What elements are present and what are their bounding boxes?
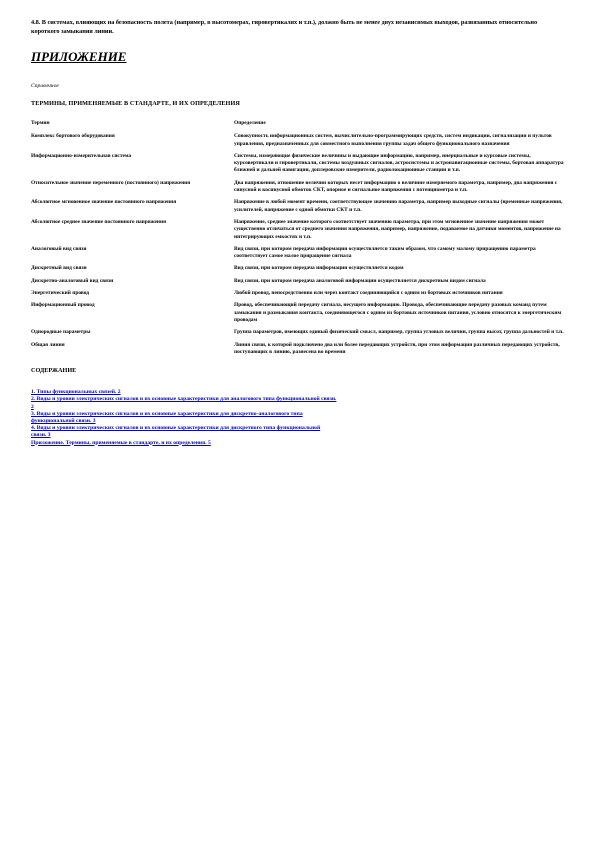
term-cell: Дискретно-аналоговый вид связи [31,277,114,284]
column-header-definition: Определение [234,120,266,126]
table-row [31,180,565,200]
toc-link[interactable]: Приложение. Термины, применяемые в стандарте, и их определения. 5 [31,439,211,446]
toc-link[interactable]: 1. Типы функциональных связей. 2 [31,389,121,396]
table-row [31,153,565,180]
term-cell: Аналоговый вид связи [31,245,87,252]
table-row [31,246,565,266]
term-cell: Однородные параметры [31,329,91,336]
toc-link[interactable]: 4. Виды и уровни электрических сигналов и их основные характеристики для дискретного типа функциональной [31,425,321,432]
appendix-note: Справочное [31,83,59,89]
table-of-contents [31,389,511,447]
table-header-row [31,120,565,133]
section-title: ТЕРМИНЫ, ПРИМЕНЯЕМЫЕ В СТАНДАРТЕ, И ИХ ОПРЕДЕЛЕНИЯ [31,100,240,107]
term-cell: Информационный провод [31,302,95,309]
definition-cell: Совокупность информационных систем, вычислительно-программирующих средств, систем индикации, сигнализации и пультов управления, предназначенных для совместного выполнения группы задач общего функционального назначения [234,133,552,147]
term-cell: Энергетический провод [31,290,90,297]
column-header-term: Термин [31,120,50,126]
document-page [31,18,565,447]
term-cell: Общая линия [31,341,65,348]
table-row [31,302,565,329]
table-row [31,199,565,219]
term-cell: Комплекс бортового оборудования [31,133,115,140]
table-row [31,278,565,290]
term-cell: Абсолютное мгновенное значение постоянного напряжения [31,199,177,206]
table-row [31,265,565,277]
toc-link[interactable]: функциональной связи. 3 [31,417,96,424]
definition-cell: Группа параметров, имеющих единый физический смысл, например, группа угловых величин, группа высот, группа дальностей и т.п. [234,329,564,336]
definition-cell: Напряжение, среднее значение которого соответствует значению параметра, при этом мгновенное значение напряжения может существенно отличаться от среднего значения напряжения, например, напряжение, подаваемое на датчики моментов, напряжение на интегрирующих емкостях и т.п. [234,218,561,240]
toc-link[interactable]: 2 [31,403,34,410]
definition-cell: Вид связи, при котором передача информации осуществляется таким образом, что самому малому приращению параметра соответствует самое малое приращение сигнала [234,245,536,260]
table-row [31,290,565,302]
toc-link[interactable]: связи. 3 [31,432,51,439]
definition-cell: Линия связи, к которой подключено два или более передающих устройств, при этом информация различных передающих устройств, поступающих в линию, разнесена во времени [234,341,560,355]
table-row [31,133,565,153]
table-row [31,329,565,341]
table-row [31,219,565,246]
term-cell: Относительное значение переменного (постоянного) напряжения [31,179,191,186]
definition-cell: Системы, измеряющие физические величины и выдающие информацию, например, инерциальные и курсовые системы, курсовертикали и гировертикали, системы воздушных сигналов, астросистемы и астронавигационные системы, бортовая аппаратура ближней и дальней навигации, доплеровские измерители, радиолокационные станции и т.п. [234,152,564,174]
toc-link[interactable]: 3. Виды и уровни электрических сигналов и их основные характеристики для дискретно-аналогового типа [31,410,303,417]
definition-cell: Вид связи, при котором передача аналоговой информации осуществляется дискретным видом сигнала [234,277,486,284]
definition-cell: Провод, обеспечивающий передачу сигнала, несущего информацию. Провода, обеспечивающие передачу разовых команд путем замыкания и размыкания контакта, соединяющегося с одним из бортовых источников питания, условно относятся к энергетическим проводам [234,302,562,323]
definition-cell: Любой провод, непосредственно или через контакт соединяющийся с одним из бортовых источников питания [234,290,503,297]
definition-cell: Вид связи, при котором передача информации осуществляется кодом [234,265,404,272]
definition-cell: Напряжение в любой момент времени, соответствующее значению параметра, например выходные сигналы (временные напряжения, усилителей, напряжение с одной обмотки СКТ и т.п. [234,199,563,213]
appendix-title: ПРИЛОЖЕНИЕ [31,49,127,64]
terms-table [31,120,565,361]
table-row [31,342,565,362]
term-cell: Дискретный вид связи [31,265,87,272]
definition-cell: Два напряжения, отношение величин которых несет информацию о величине измеряемого параметра, например, два напряжения с синусной и косинусной обмоток СКТ, опорное и сигнальное напряжения с потенциометра и т.п. [234,179,558,194]
intro-paragraph: 4.8. В системах, влияющих на безопасность полета (например, в высотомерах, гировертикалях и т.п.), должно быть не менее двух независимых выходов, развязанных относительно короткого замыкания линии. [31,19,538,35]
term-cell: Абсолютное среднее значение постоянного напряжения [31,218,167,225]
toc-link[interactable]: 2. Виды и уровни электрических сигналов и их основные характеристики для аналогового типа функциональной связи. [31,396,337,403]
term-cell: Информационно-измерительная система [31,152,132,159]
contents-title: СОДЕРЖАНИЕ [31,367,77,375]
